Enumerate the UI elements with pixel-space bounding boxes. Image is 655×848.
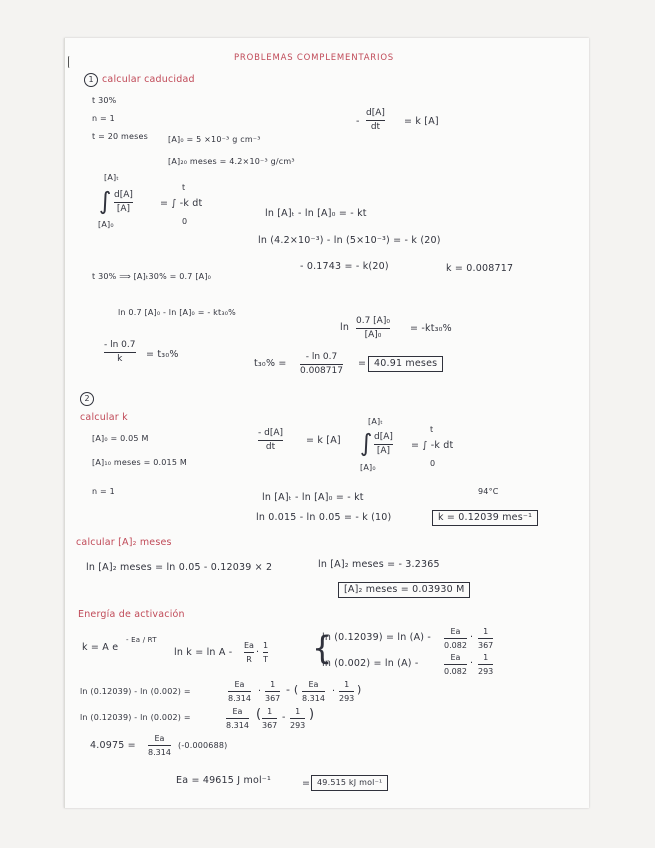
p3-sys1-frac2 (478, 626, 493, 651)
p3-heading: Energía de activación (78, 609, 185, 620)
p1-t-final-pre: t₃₀% = (254, 358, 287, 369)
p3-sys1-den: 0.082 (444, 641, 467, 650)
p1-t-frac (104, 340, 136, 365)
p3-l2-num: Ea (232, 707, 243, 716)
p1-rate-den: dt (370, 122, 381, 132)
p3-sys2-num2: 1 (483, 653, 489, 662)
p3-lnk-frac1 (244, 640, 254, 665)
p3-l2-frac3 (290, 706, 305, 731)
p3-l2: ln (0.12039) - ln (0.002) = (80, 713, 191, 722)
p3-l1-frac4 (339, 679, 354, 704)
p3-l3: 4.0975 = (90, 740, 136, 751)
p1-int-frac (114, 190, 133, 215)
p3-lnk-dot: · (256, 647, 260, 658)
p2-int-num: d[A] (374, 432, 393, 442)
p3-l1-den2: 367 (265, 694, 281, 703)
p2-int-rhs: = ∫ -k dt (411, 440, 454, 451)
p1-given-2: t = 20 meses (92, 132, 149, 141)
p1-t-final-frac (300, 352, 343, 377)
p3-l1-frac3 (302, 679, 325, 704)
p1-given-4: [A]₂₀ meses = 4.2×10⁻³ g/cm³ (168, 157, 295, 166)
p2-int-0: 0 (430, 459, 436, 468)
p2-eq1: ln [A]ₜ - ln [A]₀ = - kt (262, 492, 364, 503)
p3-sys2-dot: · (470, 658, 474, 669)
p3-sys1-num2: 1 (483, 627, 489, 636)
p3-lnk-frac2 (263, 640, 268, 665)
p3-sys1-frac1 (444, 626, 467, 651)
problem-number-1: 1 (84, 73, 98, 87)
p2-rate-den: dt (265, 442, 276, 452)
p3-sys2-frac2 (478, 652, 493, 677)
p1-eq1: ln [A]ₜ - ln [A]₀ = - kt (265, 208, 367, 219)
p1-t30-line: t 30% ⟹ [A]ₜ30% = 0.7 [A]₀ (92, 272, 212, 281)
p3-l1-frac1 (228, 679, 251, 704)
p3-ea-line: Ea = 49615 J mol⁻¹ (176, 775, 272, 786)
p2-int-upper: [A]ₜ (368, 417, 383, 426)
p3-l2-end: ) (309, 707, 315, 722)
p3-sys2-den: 0.082 (444, 667, 467, 676)
p1-t-final-den: 0.008717 (300, 366, 343, 376)
p3-sys2-den2: 293 (478, 667, 494, 676)
p2-int-lower: [A]₀ (360, 463, 376, 472)
p2-int-t: t (430, 425, 434, 434)
p3-sys2: ln (0.002) = ln (A) - (322, 658, 419, 669)
p1-heading: calcular caducidad (102, 74, 195, 85)
p1-ln-frac-post: = -kt₃₀% (410, 323, 452, 334)
p1-given-3: [A]₀ = 5 ×10⁻³ g cm⁻³ (168, 135, 261, 144)
p3-l3-end: (-0.000688) (178, 741, 228, 750)
p3-l2-num2: 1 (267, 707, 273, 716)
p3-arrhenius-exp: - Ea / RT (126, 636, 157, 644)
p2-eq2: ln 0.015 - ln 0.05 = - k (10) (256, 512, 392, 523)
p1-ln-frac-pre: ln (340, 322, 350, 333)
p3-sys1-den2: 367 (478, 641, 494, 650)
p3-l2-den: 8.314 (226, 721, 249, 730)
p3-l1-num: Ea (234, 680, 245, 689)
p3-l1-num3: Ea (308, 680, 319, 689)
p3-l2-den2: 367 (262, 721, 278, 730)
p3-sys1-dot: · (470, 632, 474, 643)
p2-given-1: [A]₁₀ meses = 0.015 M (92, 458, 187, 467)
p1-k-result: k = 0.008717 (446, 263, 514, 274)
p1-ln-line: ln 0.7 [A]₀ - ln [A]₀ = - kt₃₀% (118, 308, 236, 317)
p1-eq3: - 0.1743 = - k(20) (300, 261, 389, 272)
p1-given-1: n = 1 (92, 114, 115, 123)
p1-ln-frac-num: 0.7 [A]₀ (356, 316, 390, 326)
p1-t-frac-post: = t₃₀% (146, 349, 179, 360)
p2-calc-heading: calcular [A]₂ meses (76, 537, 172, 548)
p1-rate-num: d[A] (366, 108, 385, 118)
p2-calc-eq: ln [A]₂ meses = ln 0.05 - 0.12039 × 2 (86, 562, 273, 573)
p1-int-sign: ∫ (99, 187, 112, 215)
p2-given-0: [A]₀ = 0.05 M (92, 434, 149, 443)
p3-l1-dot: · (258, 686, 262, 697)
p3-ea-eq: = (302, 778, 311, 789)
p2-int-den: [A] (376, 446, 391, 456)
p1-ln-frac-den: [A]₀ (364, 330, 382, 340)
p3-l2-num3: 1 (295, 707, 301, 716)
p1-eq2: ln (4.2×10⁻³) - ln (5×10⁻³) = - k (20) (258, 235, 441, 246)
p2-rate-num: - d[A] (258, 428, 284, 438)
p1-int-den: [A] (116, 204, 131, 214)
p2-given-2: n = 1 (92, 487, 115, 496)
p3-lnk-num: Ea (244, 641, 254, 650)
p3-sys2-frac1 (444, 652, 467, 677)
p3-l2-paren: ( (256, 707, 262, 722)
p3-sys2-num: Ea (450, 653, 461, 662)
p3-lnk-den: R (246, 655, 252, 664)
p3-lnk-num2: 1 (263, 641, 269, 650)
page-title: PROBLEMAS COMPLEMENTARIOS (234, 53, 395, 63)
p2-heading: calcular k (80, 412, 128, 423)
p2-int-frac (374, 432, 393, 457)
p3-l2-minus: - (282, 712, 286, 723)
p1-int-num: d[A] (114, 190, 133, 200)
margin-mark (68, 56, 71, 68)
p3-arrhenius: k = A e (82, 642, 119, 653)
p1-given-0: t 30% (92, 96, 117, 105)
p3-l3-den: 8.314 (148, 748, 171, 757)
p3-l1: ln (0.12039) - ln (0.002) = (80, 687, 191, 696)
p3-sys1-num: Ea (450, 627, 461, 636)
p3-l3-frac (148, 733, 171, 758)
p3-l3-num: Ea (154, 734, 165, 743)
p1-int-0: 0 (182, 217, 188, 226)
p3-l2-frac2 (262, 706, 277, 731)
p3-l2-frac1 (226, 706, 249, 731)
p1-t-eq: = (358, 358, 367, 369)
p1-ln-frac (356, 316, 390, 341)
p3-l1-dot2: · (332, 686, 336, 697)
p2-calc-val: ln [A]₂ meses = - 3.2365 (318, 559, 440, 570)
p3-l1-num4: 1 (344, 680, 350, 689)
p1-t-frac-den: k (117, 354, 123, 364)
p3-lnk-den2: T (263, 655, 268, 664)
p1-rate-rhs: = k [A] (404, 116, 439, 127)
p1-rate-law (366, 108, 385, 133)
p1-rate-minus: - (356, 116, 360, 127)
p3-l1-frac2 (265, 679, 280, 704)
p3-l1-den4: 293 (339, 694, 355, 703)
p3-sys1: ln (0.12039) = ln (A) - (322, 632, 432, 643)
p1-int-rhs: = ∫ -k dt (160, 198, 203, 209)
p3-system-brace: { (312, 629, 333, 667)
p1-t-final-num: - ln 0.7 (305, 352, 338, 362)
p1-t-result: 40.91 meses (368, 356, 443, 372)
p3-ea-result: 49.515 kJ mol⁻¹ (311, 775, 388, 791)
p3-l2-den3: 293 (290, 721, 306, 730)
p2-k-result: k = 0.12039 mes⁻¹ (432, 510, 538, 526)
p3-l1-mid: - ( (286, 683, 299, 696)
p1-int-t: t (182, 183, 186, 192)
p3-l1-den: 8.314 (228, 694, 251, 703)
p3-lnk: ln k = ln A - (174, 647, 233, 658)
p1-int-upper: [A]ₜ (104, 173, 119, 182)
p1-t-frac-num: - ln 0.7 (104, 340, 136, 350)
p2-rate (258, 428, 283, 453)
p2-int-sign: ∫ (360, 429, 373, 457)
problem-number-2: 2 (80, 392, 94, 406)
p2-calc-result: [A]₂ meses = 0.03930 M (338, 582, 470, 598)
p3-l1-end: ) (357, 683, 362, 696)
p3-l1-den3: 8.314 (302, 694, 325, 703)
p3-l1-num2: 1 (270, 680, 276, 689)
p2-rate-rhs: = k [A] (306, 435, 341, 446)
p1-int-lower: [A]₀ (98, 220, 114, 229)
p2-temp: 94°C (478, 487, 499, 496)
